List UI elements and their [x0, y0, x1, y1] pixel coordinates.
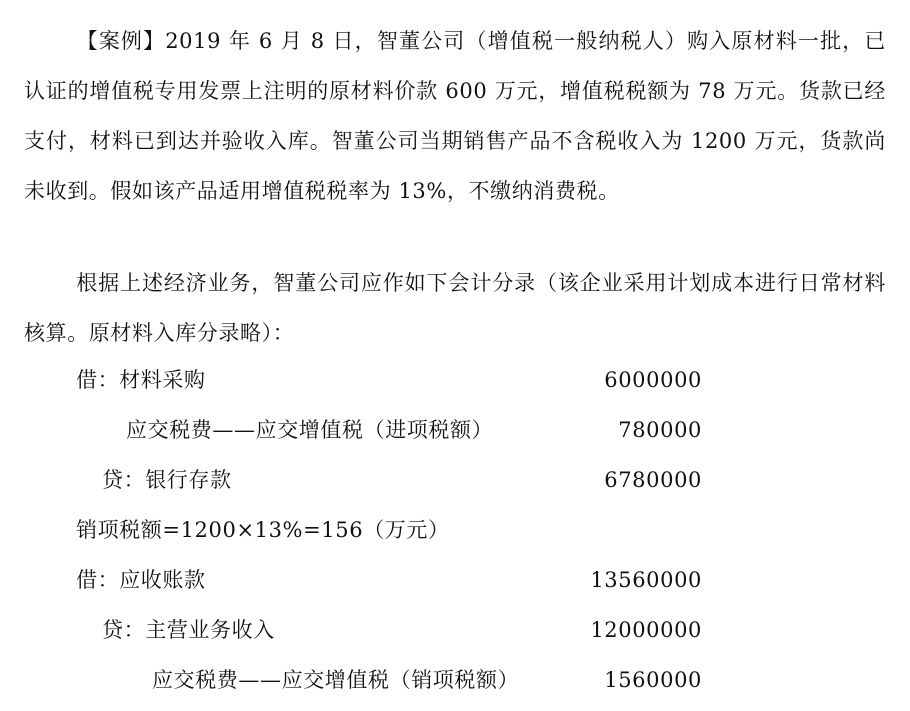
entry-label: 贷：银行存款: [102, 468, 232, 492]
entry-debit-material-purchase: [76, 362, 702, 398]
entry-label: 应交税费——应交增值税（销项税额）: [152, 668, 520, 692]
entry-label: 借：材料采购: [76, 368, 206, 392]
case-paragraph: [24, 16, 886, 216]
entry-credit-bank-deposit: [102, 462, 702, 498]
case-prefix: 【案例】: [76, 29, 166, 53]
intro-text: 根据上述经济业务，智董公司应作如下会计分录（该企业采用计划成本进行日常材料核算。原材料入库分录略）：: [24, 271, 886, 345]
entry-credit-output-vat: [152, 662, 702, 698]
output-vat-calculation: [76, 512, 702, 548]
entry-amount: 12000000: [590, 618, 702, 642]
entry-label: 应交税费——应交增值税（进项税额）: [126, 418, 494, 442]
entry-amount: 1560000: [604, 668, 702, 692]
entry-amount: 780000: [618, 418, 702, 442]
entry-amount: 6780000: [604, 468, 702, 492]
calculation-text: 销项税额=1200×13%=156（万元）: [76, 518, 450, 542]
entry-debit-input-vat: [126, 412, 702, 448]
entry-debit-accounts-receivable: [76, 562, 702, 598]
entry-amount: 6000000: [604, 368, 702, 392]
intro-paragraph: [24, 258, 886, 358]
entry-label: 贷：主营业务收入: [102, 618, 275, 642]
entry-amount: 13560000: [590, 568, 702, 592]
entry-credit-main-revenue: [102, 612, 702, 648]
entry-label: 借：应收账款: [76, 568, 206, 592]
case-text: 2019 年 6 月 8 日，智董公司（增值税一般纳税人）购入原材料一批，已认证的增值税专用发票上注明的原材料价款 600 万元，增值税税额为 78 万元。货款已经支付，材料已到达并验收入库。智董公司当期销售产品不含税收入为 1200 万元，货款尚未收到。假如该产品适用增值税税率为 13%，不缴纳消费税。: [24, 29, 886, 203]
